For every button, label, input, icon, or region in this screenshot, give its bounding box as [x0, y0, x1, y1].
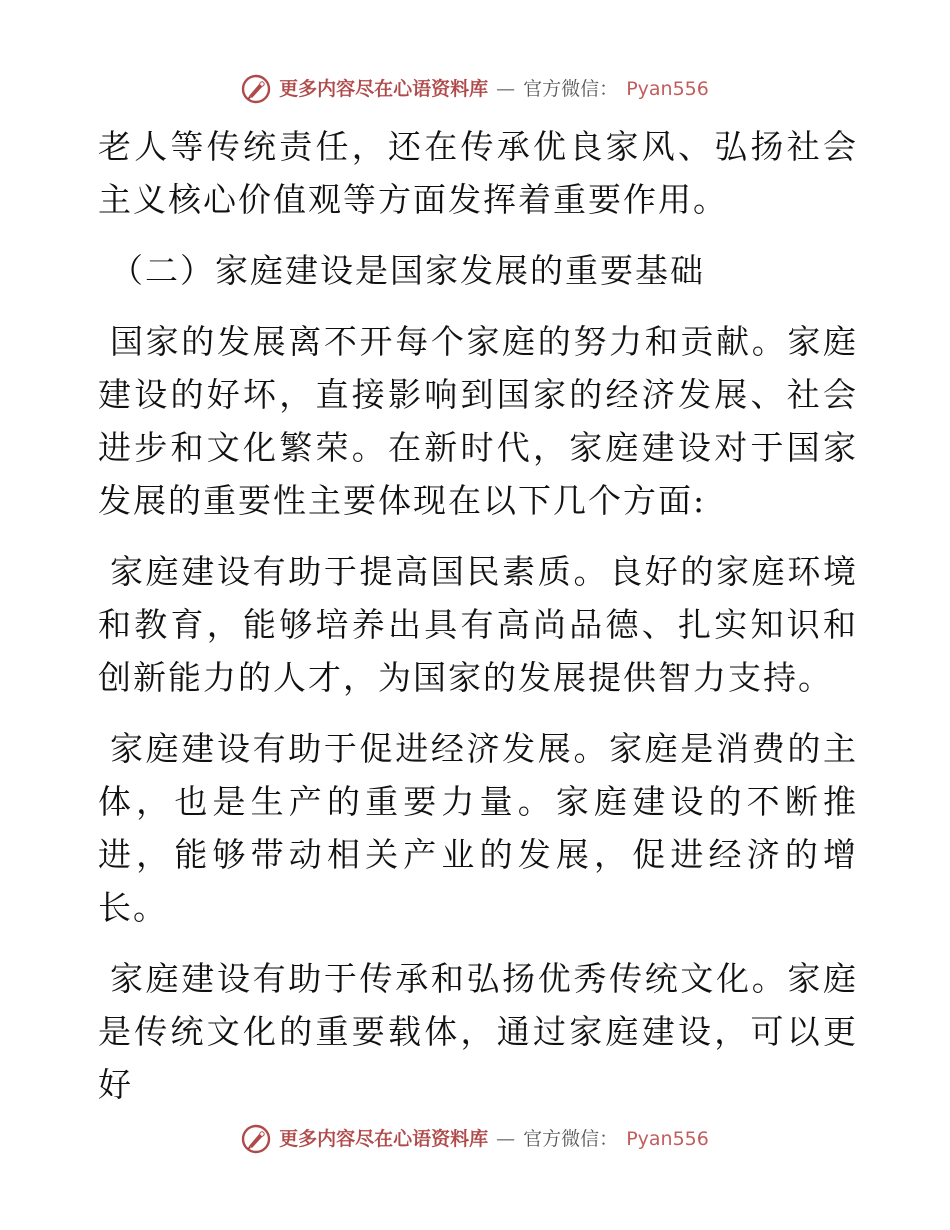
- paragraph: 家庭建设有助于促进经济发展。家庭是消费的主体，也是生产的重要力量。家庭建设的不断推进，能够带动相关产业的发展，促进经济的增长。: [98, 729, 858, 927]
- paragraph-continuation: 老人等传统责任，还在传承优良家风、弘扬社会主义核心价值观等方面发挥着重要作用。: [98, 127, 858, 219]
- pen-logo-icon: [241, 74, 271, 104]
- watermark-wechat-label: 官方微信：: [523, 78, 619, 100]
- watermark-wechat-id: Pyan556: [626, 1128, 709, 1150]
- paragraph: 国家的发展离不开每个家庭的努力和贡献。家庭建设的好坏，直接影响到国家的经济发展、社会进步和文化繁荣。在新时代，家庭建设对于国家发展的重要性主要体现在以下几个方面:: [98, 322, 858, 520]
- section-heading: （二）家庭建设是国家发展的重要基础: [110, 251, 705, 290]
- document-body: [98, 120, 858, 1111]
- pen-logo-icon: [241, 1124, 271, 1154]
- watermark-brand: 更多内容尽在心语资料库: [279, 78, 489, 100]
- paragraph: 家庭建设有助于传承和弘扬优秀传统文化。家庭是传统文化的重要载体，通过家庭建设，可以更好: [98, 959, 858, 1104]
- paragraph: 家庭建设有助于提高国民素质。良好的家庭环境和教育，能够培养出具有高尚品德、扎实知识和创新能力的人才，为国家的发展提供智力支持。: [98, 552, 858, 697]
- watermark-separator: —: [496, 78, 516, 100]
- footer-watermark: [0, 1124, 950, 1154]
- watermark-brand: 更多内容尽在心语资料库: [279, 1128, 489, 1150]
- header-watermark: [0, 74, 950, 104]
- watermark-wechat-label: 官方微信：: [523, 1128, 619, 1150]
- watermark-wechat-id: Pyan556: [626, 78, 709, 100]
- watermark-separator: —: [496, 1128, 516, 1150]
